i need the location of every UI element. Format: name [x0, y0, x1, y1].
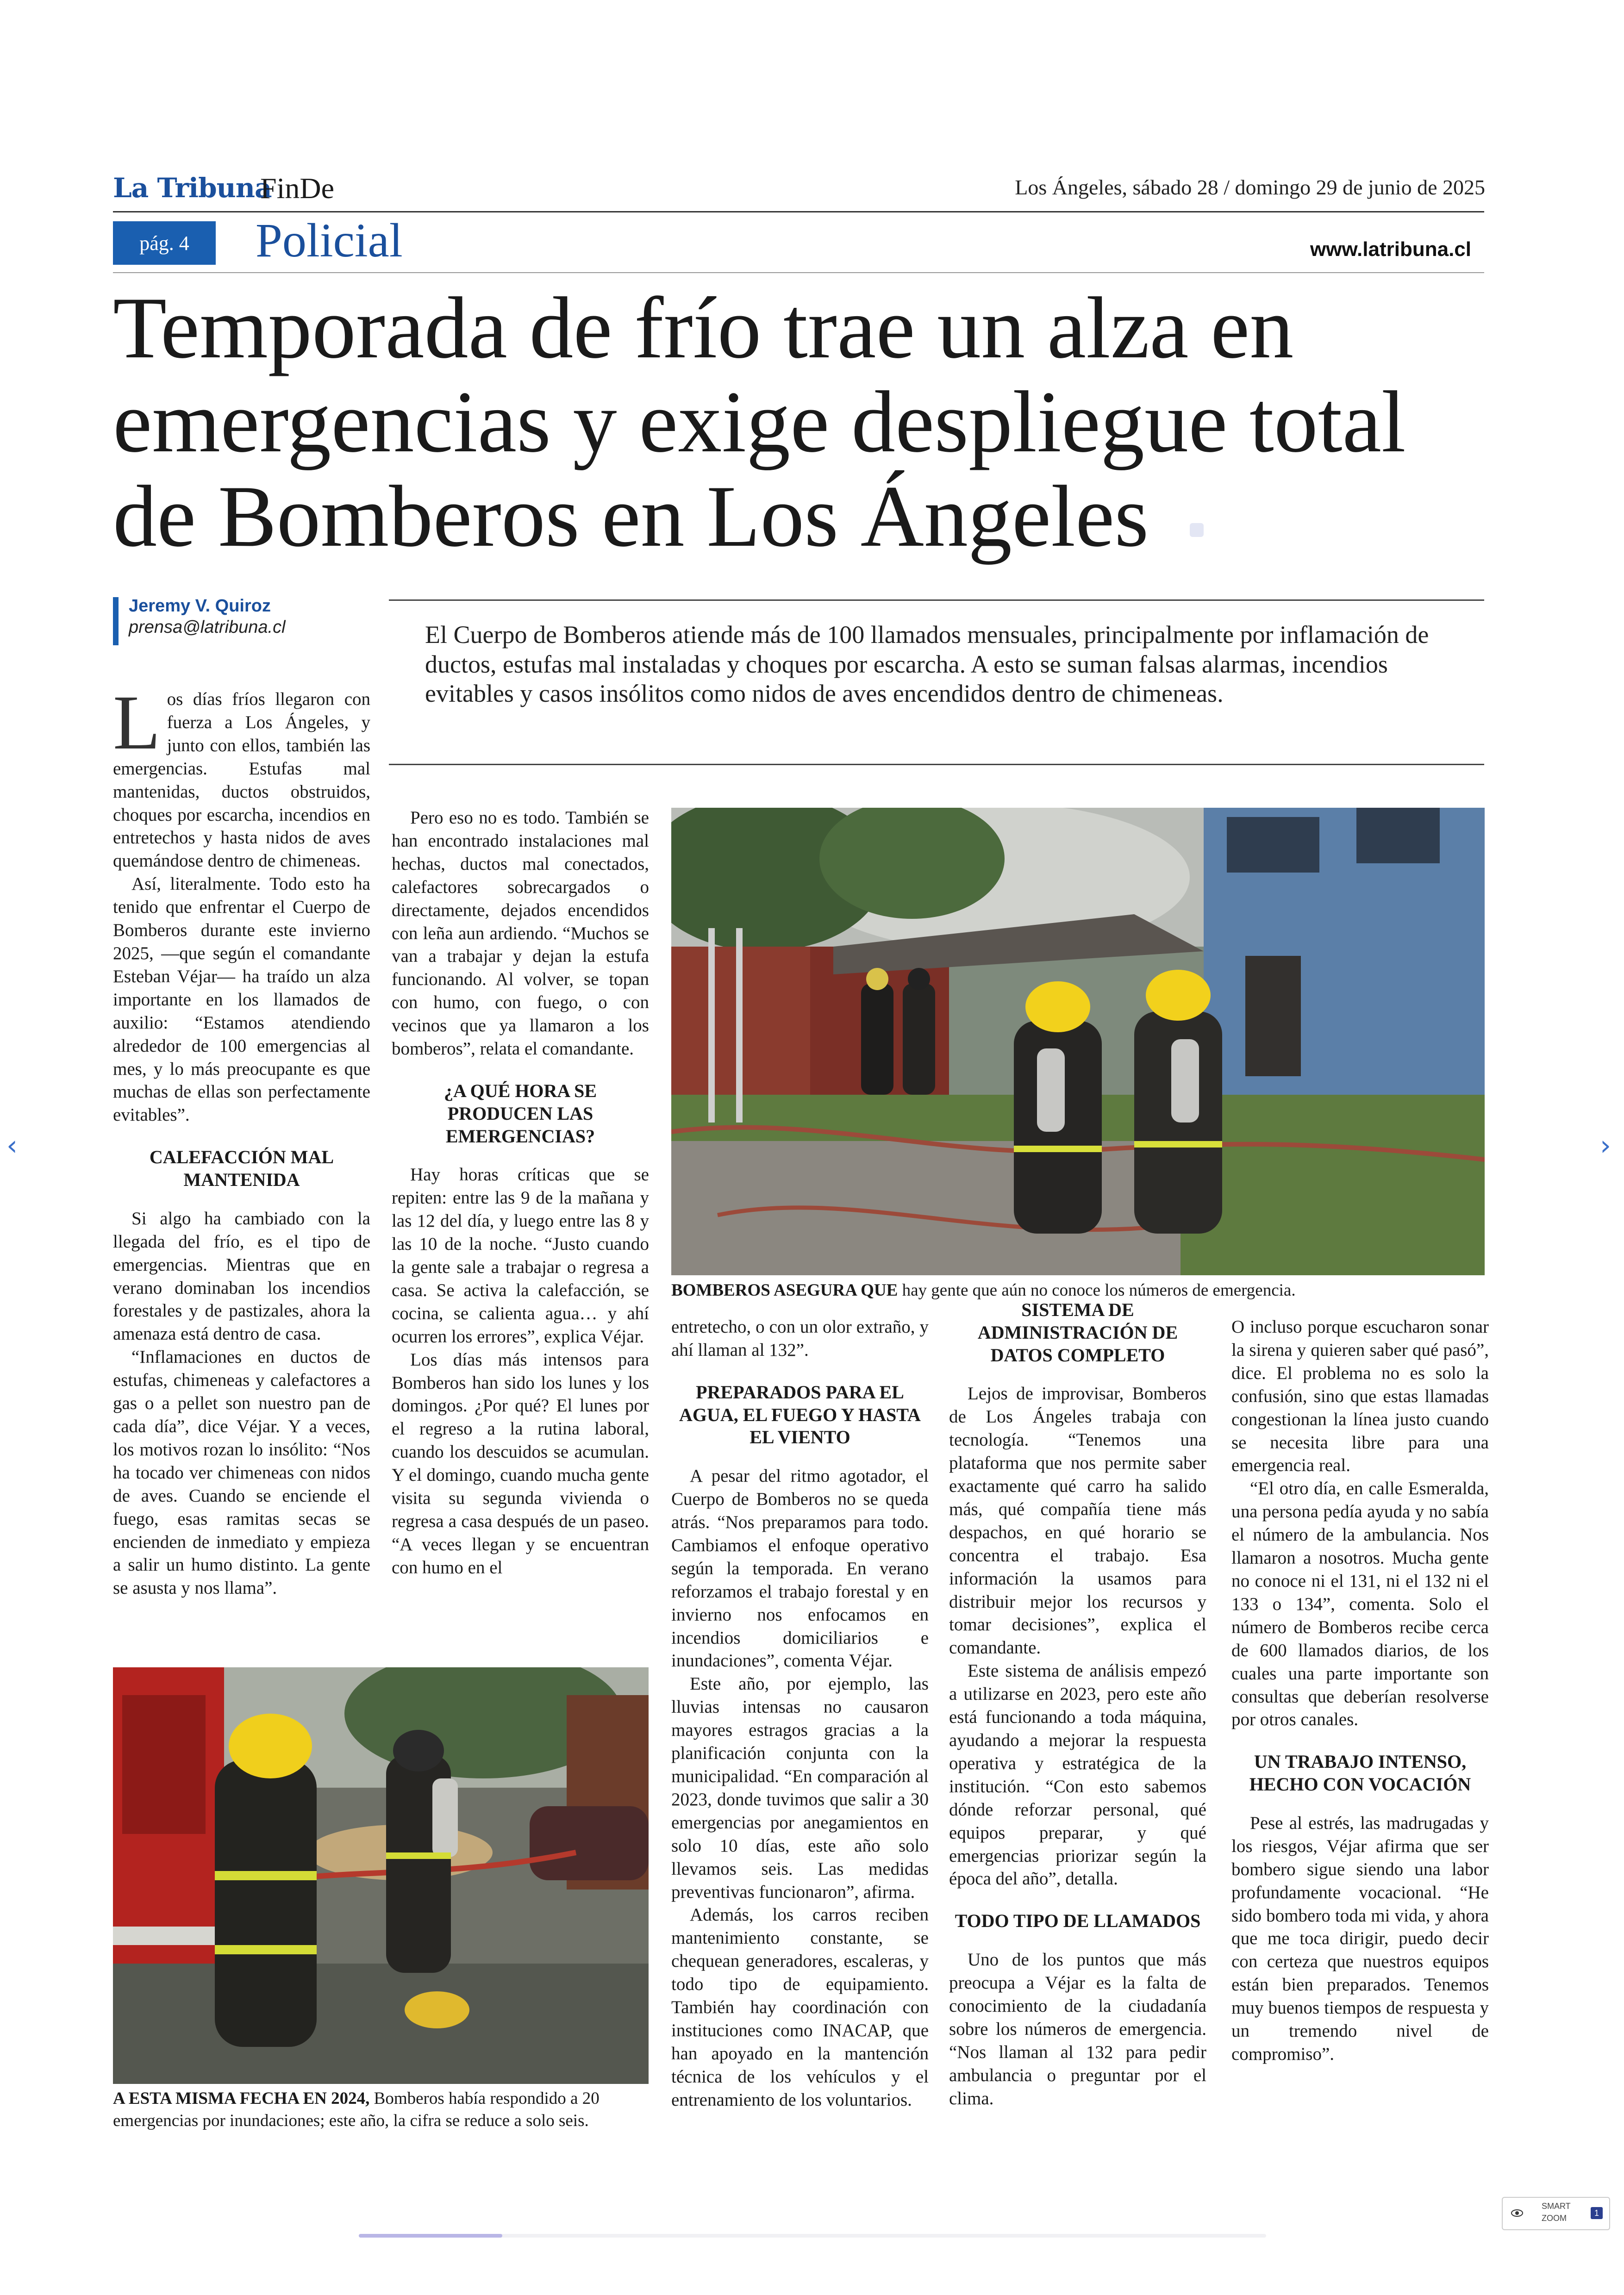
headline-line-3: de Bomberos en Los Ángeles — [113, 468, 1149, 565]
article-column-2 — [392, 806, 649, 1579]
lead-rule-top — [389, 599, 1484, 601]
caption-text: Bomberos había respondido a 20 emergencias por inundaciones; este año, la cifra se reduce a solo seis. — [113, 2089, 600, 2131]
eye-icon — [1511, 2207, 1523, 2219]
zoom-label-2: ZOOM — [1542, 2214, 1567, 2223]
subheading: PREPARADOS PARA EL AGUA, EL FUEGO Y HASTA EL VIENTO — [679, 1381, 921, 1448]
website-link[interactable]: www.latribuna.cl — [1310, 238, 1471, 261]
article-column-5 — [1231, 1316, 1489, 2066]
paragraph: Lejos de improvisar, Bomberos de Los Ángeles trabaja con tecnología. “Tenemos una plataforma que nos permite saber exactamente qué carro ha salido más, qué compañía tiene más despachos, en qué horario se concentra el trabajo. Esa información la usamos para distribuir mejor los recursos y tomar decisiones”, explica el comandante. — [949, 1384, 1206, 1658]
subheading: UN TRABAJO INTENSO, HECHO CON VOCACIÓN — [1249, 1751, 1471, 1795]
photo-caption-bottom — [113, 2088, 655, 2132]
subheading: ¿A QUÉ HORA SE PRODUCEN LAS EMERGENCIAS? — [443, 1080, 597, 1147]
brand-logo: La Tribuna — [113, 172, 272, 204]
photo-caption-top — [671, 1279, 1485, 1302]
bookmark-marker-icon[interactable] — [1190, 523, 1204, 537]
chevron-left-icon[interactable]: ‹ — [6, 1129, 18, 1162]
paragraph: Los días más intensos para Bomberos han sido los lunes y los domingos. ¿Por qué? El lunes por el regreso a la rutina laboral, cuando los descuidos se acumulan. Y el domingo, cuando mucha gente visita su segunda vivienda o regresa a casa después de un paseo. “A veces llegan y se encuentran con humo en el — [392, 1349, 649, 1578]
paragraph: O incluso porque escucharon sonar la sirena y quieren saber qué pasó”, dice. El problema no es solo la confusión, sino que estas llamadas congestionan la línea justo cuando se necesita libre para una emergencia real. — [1231, 1317, 1489, 1476]
photo-firefighters-house-fire — [671, 808, 1485, 1275]
headline-line-1: Temporada de frío trae un alza en — [113, 280, 1294, 377]
headline-line-2: emergencias y exige despliegue total — [113, 374, 1406, 471]
lead-rule-bottom — [389, 764, 1484, 765]
paragraph: Este año, por ejemplo, las lluvias intensas no causaron mayores estragos gracias a la planificación conjunta con la municipalidad. “En comparación al 2023, donde tuvimos que salir a 30 emergencias por anegamientos en solo 10 días, este año solo llevamos seis. Las medidas preventivas funcionaron”, afirma. — [671, 1674, 929, 1902]
author-name: Jeremy V. Quiroz — [129, 596, 271, 616]
paragraph: Pero eso no es todo. También se han encontrado instalaciones mal hechas, ductos mal conectados, calefactores sobrecargados o directamente, dejados encendidos con leña aun ardiendo. “Muchos se van a trabajar y dejan la estufa funcionando. Al volver, se topan con humo, con fuego, o con vecinos que ya llamaron a los bomberos”, relata el comandante. — [392, 808, 649, 1059]
paragraph: Uno de los puntos que más preocupa a Véjar es la falta de conocimiento de la ciudadanía sobre los números de emergencia. “Nos llaman al 132 para pedir ambulancia o preguntar por el clima. — [949, 1950, 1206, 2108]
lead-paragraph: El Cuerpo de Bomberos atiende más de 100 llamados mensuales, principalmente por inflamación de ductos, estufas mal instaladas y choques por escarcha. A esto se suman falsas alarmas, incendios evitables y casos insólitos como nidos de aves encendidos dentro de chimeneas. — [425, 621, 1429, 708]
paragraph: Así, literalmente. Todo esto ha tenido que enfrentar el Cuerpo de Bomberos durante este invierno 2025, —que según el comandante Esteban Véjar— ha traído un alza importante en los llamados de auxilio: “Estamos atendiendo alrededor de 100 emergencias al mes, y lo más preocupante es que muchas de ellas son perfectamente evitables”. — [113, 874, 370, 1125]
photo-firefighters-truck — [113, 1667, 649, 2084]
paragraph: Además, los carros reciben mantenimiento constante, se chequean generadores, escaleras, y todo tipo de equipamiento. También hay coordinación con instituciones como INACAP, que han apoyado en la mantención técnica de los vehículos y el entrenamiento de los voluntarios. — [671, 1905, 929, 2110]
caption-lead: BOMBEROS ASEGURA QUE — [671, 1281, 898, 1300]
subheading: TODO TIPO DE LLAMADOS — [955, 1910, 1201, 1932]
subheading: SISTEMA DE ADMINISTRACIÓN DE DATOS COMPLETO — [977, 1299, 1178, 1366]
caption-text: hay gente que aún no conoce los números de emergencia. — [902, 1281, 1296, 1300]
byline-bar — [113, 597, 119, 645]
section-title: Policial — [256, 214, 403, 267]
brand-edition: FinDe — [260, 172, 334, 205]
article-column-3 — [671, 1316, 929, 2112]
page-scrollbar-thumb[interactable] — [359, 2234, 502, 2238]
zoom-level-badge: 1 — [1591, 2207, 1603, 2219]
paragraph: “Inflamaciones en ductos de estufas, chimeneas y calefactores a gas o a pellet son nuestro pan de cada día”, dice Véjar. Y a veces, los motivos rozan lo insólito: “Nos ha tocado ver chimeneas con nidos de aves. Cuando se enciende el fuego, esas ramitas secas se encienden de inmediato y empieza a salir un humo distinto. La gente se asusta y nos llama”. — [113, 1347, 370, 1598]
paragraph: Los días fríos llegaron con fuerza a Los Ángeles, y junto con ellos, también las emergencias. Estufas mal mantenidas, ductos obstruidos, choques por escarcha, incendios en entretechos y hasta nidos de aves quemándose dentro de chimeneas. — [113, 680, 370, 871]
article-column-1 — [113, 680, 370, 1600]
paragraph: Este sistema de análisis empezó a utilizarse en 2023, pero este año está funcionando a toda máquina, ayudando a mejorar la respuesta operativa y estratégica de la institución. “Con esto sabemos dónde reforzar personal, qué equipos preparar, y qué emergencias priorizar según la época del año”, detalla. — [949, 1661, 1206, 1889]
paragraph: Hay horas críticas que se repiten: entre las 9 de la mañana y las 12 del día, y luego entre las 8 y las 10 de la noche. “Justo cuando la gente sale a trabajar o regresa a casa. Se activa la calefacción, se cocina, se calienta agua… y ahí ocurren los errores”, explica Véjar. — [392, 1165, 649, 1347]
dropcap: L — [113, 680, 161, 766]
paragraph: “El otro día, en calle Esmeralda, una persona pedía ayuda y no sabía el número de la ambulancia. Nos llamaron a nosotros. Mucha gente no conoce ni el 131, ni el 132 ni el 133 o 134”, comenta. Solo el número de Bomberos recibe cerca de 600 llamados diarios, de los cuales una parte importante son consultas que deberían resolverse por otros canales. — [1231, 1478, 1489, 1730]
paragraph: entretecho, o con un olor extraño, y ahí llaman al 132”. — [671, 1317, 929, 1360]
chevron-right-icon[interactable]: › — [1600, 1129, 1611, 1162]
subheading: CALEFACCIÓN MAL MANTENIDA — [149, 1147, 334, 1191]
dateline: Los Ángeles, sábado 28 / domingo 29 de junio de 2025 — [1015, 175, 1485, 199]
header-rule — [113, 211, 1484, 212]
paragraph: Pese al estrés, las madrugadas y los riesgos, Véjar afirma que ser bombero sigue siendo una labor profundamente vocacional. “He sido bombero toda mi vida, y ahora que me toca dirigir, puedo decir con certeza que nuestros equipos están bien preparados. Tenemos muy buenos tiempos de respuesta y un tremendo nivel de compromiso”. — [1231, 1813, 1489, 2064]
paragraph: A pesar del ritmo agotador, el Cuerpo de Bomberos no se queda atrás. “Nos preparamos para todo. Cambiamos el enfoque operativo según la temporada. En verano reforzamos el trabajo forestal y en invierno nos enfocamos en incendios domiciliarios e inundaciones”, comenta Véjar. — [671, 1466, 929, 1671]
zoom-label-1: SMART — [1542, 2201, 1571, 2211]
section-rule — [113, 272, 1484, 273]
page-number-badge: pág. 4 — [113, 221, 216, 265]
caption-lead: A ESTA MISMA FECHA EN 2024, — [113, 2089, 370, 2108]
author-email[interactable]: prensa@latribuna.cl — [129, 617, 286, 637]
article-column-4 — [949, 1299, 1206, 2110]
paragraph: Si algo ha cambiado con la llegada del frío, es el tipo de emergencias. Mientras que en verano dominaban los incendios forestales y de pastizales, ahora la amenaza está dentro de casa. — [113, 1208, 370, 1344]
smart-zoom-button[interactable] — [1502, 2197, 1610, 2230]
headline — [113, 281, 1502, 564]
